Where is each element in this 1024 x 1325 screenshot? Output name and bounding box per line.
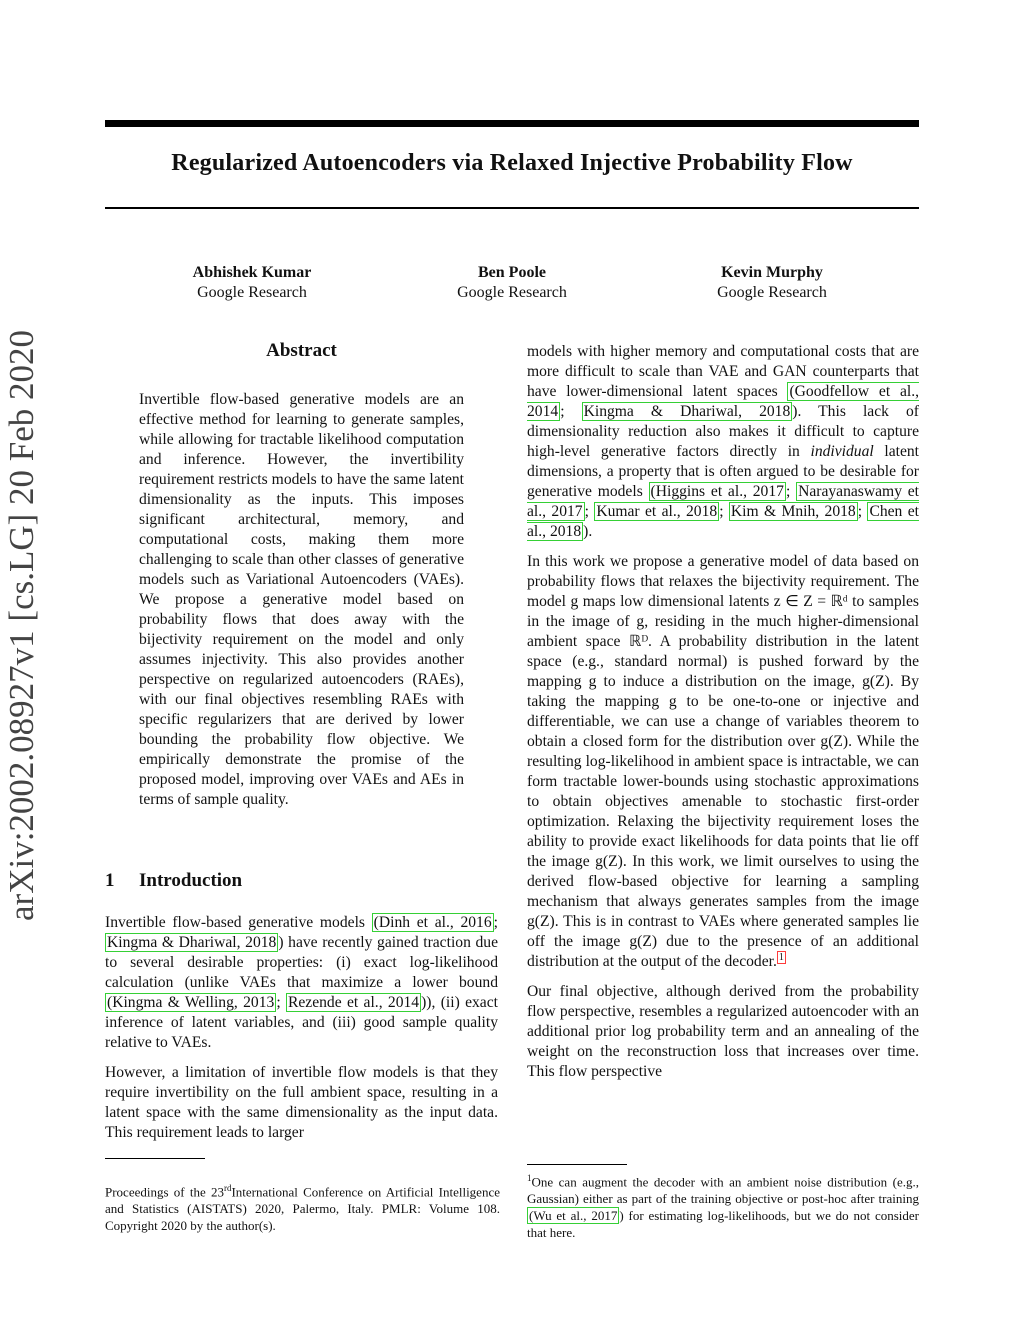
citation-link[interactable]: Kumar et al., 2018 xyxy=(596,503,718,520)
text-run: latent dimensions, a property that is often argued to be desirable for generative models xyxy=(527,443,919,500)
footnote-rule-right xyxy=(527,1164,627,1165)
author-name: Kevin Murphy xyxy=(721,264,823,281)
arxiv-identifier: arXiv:2002.08927v1 [cs.LG] 20 Feb 2020 xyxy=(2,329,41,921)
footnote-number: 1 xyxy=(527,1173,532,1183)
right-paragraph-3: Our final objective, although derived from the probability flow perspective, resembles a regularized autoencoder with an additional prior log probability term and an annealing of the weight on the reconstruction loss that increases over time. This flow perspective xyxy=(527,983,919,1080)
footnote-proceedings xyxy=(105,1180,500,1234)
text-run: One can augment the decoder with an ambient noise distribution (e.g., Gaussian) either as part of the training objective or post-hoc after training xyxy=(527,1174,919,1207)
text-run: models with higher memory and computational costs that are more difficult to scale than VAE and GAN counterparts that have lower-dimensional latent spaces xyxy=(527,343,919,400)
citation-link[interactable]: Kingma & Dhariwal, 2018 xyxy=(107,934,277,951)
citation-link[interactable]: Chen et al., 2018 xyxy=(527,503,919,540)
right-column xyxy=(527,342,919,1092)
footnote-rule-left xyxy=(105,1158,205,1159)
author-name: Abhishek Kumar xyxy=(192,264,312,281)
author-affiliation: Google Research xyxy=(197,284,307,301)
intro-paragraph-2: However, a limitation of invertible flow models is that they require invertibility on the full ambient space, resulting in a latent space with the same dimensionality as the input data. This requirement leads to larger xyxy=(105,1064,498,1141)
text-run: ; xyxy=(276,994,286,1011)
citation-link[interactable]: (Higgins et al., 2017 xyxy=(650,483,784,500)
section-number: 1 xyxy=(105,870,115,891)
author-block-3 xyxy=(672,263,872,303)
right-paragraph-2 xyxy=(527,552,919,972)
section-heading-introduction xyxy=(105,870,498,892)
text-run: )), (ii) exact inference of latent variables, and (iii) good sample quality relative to VAEs. xyxy=(105,994,498,1051)
emphasis-text: individual xyxy=(810,443,874,460)
citation-link[interactable]: (Dinh et al., 2016 xyxy=(373,914,492,931)
text-run: In this work we propose a generative model of data based on probability flows that relaxes the bijectivity requirement. The model g maps low dimensional latents z ∈ Z = ℝᵈ to samples in the image of g, residing in the much higher-dimensional ambient space ℝᴰ. A probability distribution in the latent space (e.g., standard normal) is pushed forward by the mapping g to induce a distribution on the image, g(Z). By taking the mapping g to be one-to-one or injective and differentiable, we can use a change of variables theorem to obtain a closed form for the distribution over g(Z). While the resulting log-likelihood in ambient space is intractable, we can form tractable lower-bounds using stochastic approximations to obtain objectives amenable to stochastic first-order optimization. Relaxing the bijectivity requirement loses the ability to provide exact likelihoods for data points that lie off the image g(Z). In this work, we limit ourselves to using the derived flow-based objective for learning a sampling mechanism that always generates samples from the image g(Z). This is in contrast to VAEs where generated samples lie off the image g(Z) due to the presence of an additional distribution at the output of the decoder. xyxy=(527,553,919,970)
author-block-2 xyxy=(412,263,612,303)
superscript: rd xyxy=(223,1183,232,1193)
abstract-heading: Abstract xyxy=(266,340,337,361)
text-run: ) have recently gained traction due to several desirable properties: (i) exact log-likelihood calculation (unlike VAEs that maximize a lower bound xyxy=(105,934,499,991)
right-paragraph-1 xyxy=(527,342,919,542)
title-rule-top xyxy=(105,120,919,127)
author-block-1 xyxy=(152,263,352,303)
text-run: ; xyxy=(560,403,582,420)
intro-paragraph-1 xyxy=(105,913,498,1053)
title-rule-bottom xyxy=(105,207,919,209)
citation-link[interactable]: Rezende et al., 2014 xyxy=(287,994,420,1011)
text-run: Proceedings of the 23 xyxy=(105,1184,224,1200)
author-affiliation: Google Research xyxy=(457,284,567,301)
citation-link[interactable]: Kingma & Dhariwal, 2018 xyxy=(583,403,791,420)
text-run: Invertible flow-based generative models xyxy=(105,914,372,931)
text-run: ) for estimating log-likelihoods, but we do not consider that here. xyxy=(527,1208,919,1241)
paper-title: Regularized Autoencoders via Relaxed Injective Probability Flow xyxy=(171,150,853,176)
citation-link[interactable]: (Wu et al., 2017 xyxy=(529,1208,618,1224)
text-run: ). xyxy=(583,523,593,540)
text-run: ; xyxy=(857,503,868,520)
citation-link[interactable]: (Kingma & Welling, 2013 xyxy=(107,994,275,1011)
footnote-1 xyxy=(527,1170,919,1241)
citation-link[interactable]: Narayanaswamy et al., 2017 xyxy=(527,483,920,520)
citation-link[interactable]: (Goodfellow et al., 2014 xyxy=(527,383,919,420)
author-affiliation: Google Research xyxy=(717,284,827,301)
text-run: ; xyxy=(493,914,498,931)
text-run: ; xyxy=(785,483,797,500)
text-run: ; xyxy=(719,503,729,520)
text-run: International Conference on Artificial Intelligence and Statistics (AISTATS) 2020, Palermo, Italy. PMLR: Volume 108. Copyright 2020 by the author(s). xyxy=(105,1184,500,1234)
left-column-intro xyxy=(105,913,498,1153)
section-title: Introduction xyxy=(139,870,243,891)
footnote-link[interactable]: 1 xyxy=(778,951,784,963)
text-run: ; xyxy=(584,503,595,520)
citation-link[interactable]: Kim & Mnih, 2018 xyxy=(730,503,856,520)
author-name: Ben Poole xyxy=(478,264,546,281)
abstract-body: Invertible flow-based generative models are an effective method for learning to generate samples, while allowing for tractable likelihood computation and inference. However, the invertibility requirement restricts models to have the same latent dimensionality as the inputs. This imposes significant architectural, memory, and computational costs, making them more challenging to scale than other classes of generative models such as Variational Autoencoders (VAEs). We propose a generative model based on probability flows that does away with the bijectivity requirement on the model and only assumes injectivity. This also provides another perspective on regularized autoencoders (RAEs), with our final objectives resembling RAEs with specific regularizers that are derived by lower bounding the probability flow objective. We empirically demonstrate the promise of the proposed model, improving over VAEs and AEs in terms of sample quality. xyxy=(139,391,464,808)
text-run: ). This lack of dimensionality reduction also makes it difficult to capture high-level generative factors directly in xyxy=(527,403,919,460)
